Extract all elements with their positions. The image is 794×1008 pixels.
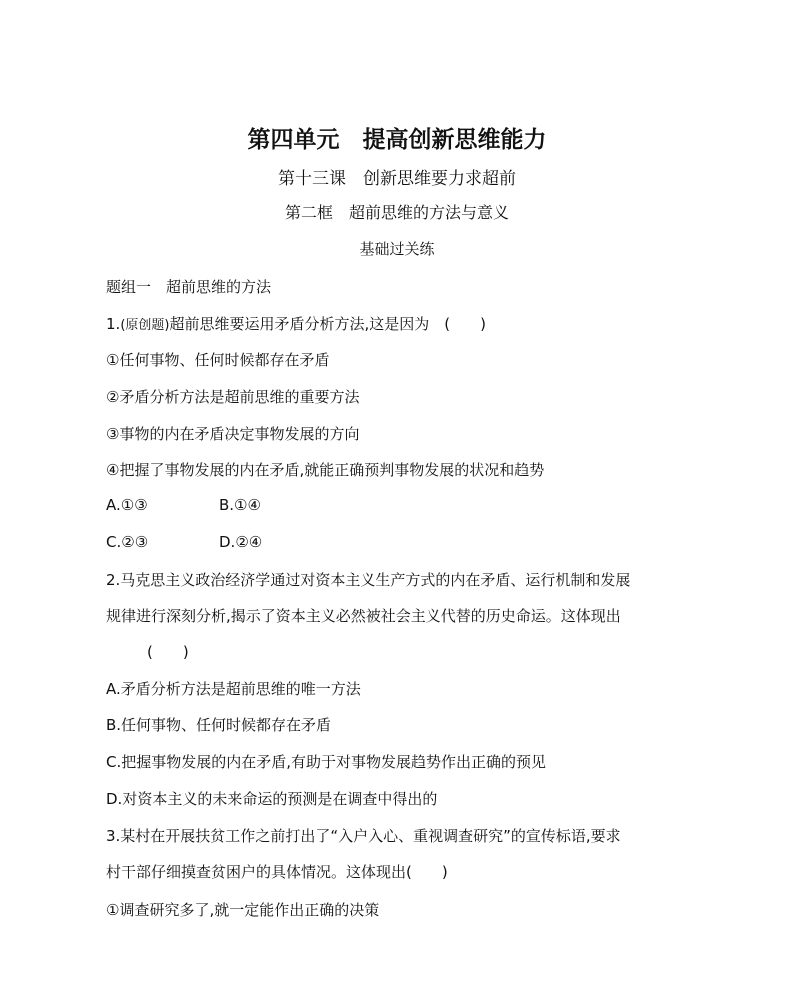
- q1-source: (原创题): [120, 318, 170, 333]
- q3-stem-line-1: 3.某村在开展扶贫工作之前打出了“入户入心、重视调查研究”的宣传标语,要求: [106, 827, 621, 845]
- q1-stem-text: 超前思维要运用矛盾分析方法,这是因为 ( ): [169, 315, 486, 333]
- q2-option-d: D.对资本主义的未来命运的预测是在调查中得出的: [106, 790, 438, 808]
- q1-item-4: ④把握了事物发展的内在矛盾,就能正确预判事物发展的状况和趋势: [106, 461, 545, 479]
- q1-item-1: ①任何事物、任何时候都存在矛盾: [106, 351, 330, 369]
- frame-title: 第二框 超前思维的方法与意义: [284, 203, 509, 222]
- q1-item-3: ③事物的内在矛盾决定事物发展的方向: [106, 425, 360, 443]
- group1-title: 题组一 超前思维的方法: [106, 278, 272, 296]
- q2-option-a: A.矛盾分析方法是超前思维的唯一方法: [106, 680, 361, 698]
- q1-option-d: D.②④: [219, 533, 263, 551]
- q1-option-c: C.②③: [106, 533, 149, 551]
- drill-label: 基础过关练: [359, 240, 435, 258]
- q1-item-2: ②矛盾分析方法是超前思维的重要方法: [106, 388, 360, 406]
- q2-option-b: B.任何事物、任何时候都存在矛盾: [106, 716, 332, 734]
- q2-stem-line-2: 规律进行深刻分析,揭示了资本主义必然被社会主义代替的历史命运。这体现出: [106, 607, 621, 625]
- q3-item-1: ①调查研究多了,就一定能作出正确的决策: [106, 901, 380, 919]
- q1-stem: [106, 314, 486, 336]
- q1-option-b: B.①④: [219, 496, 261, 514]
- q2-stem-line-1: 2.马克思主义政治经济学通过对资本主义生产方式的内在矛盾、运行机制和发展: [106, 571, 631, 589]
- q3-stem-line-2: 村干部仔细摸查贫困户的具体情况。这体现出( ): [106, 863, 448, 881]
- unit-title: 第四单元 提高创新思维能力: [247, 127, 547, 153]
- q1-option-a: A.①③: [106, 496, 148, 514]
- q1-number: 1.: [106, 315, 121, 333]
- q2-answer-blank: ( ): [147, 643, 189, 661]
- q2-option-c: C.把握事物发展的内在矛盾,有助于对事物发展趋势作出正确的预见: [106, 753, 547, 771]
- lesson-title: 第十三课 创新思维要力求超前: [278, 169, 516, 189]
